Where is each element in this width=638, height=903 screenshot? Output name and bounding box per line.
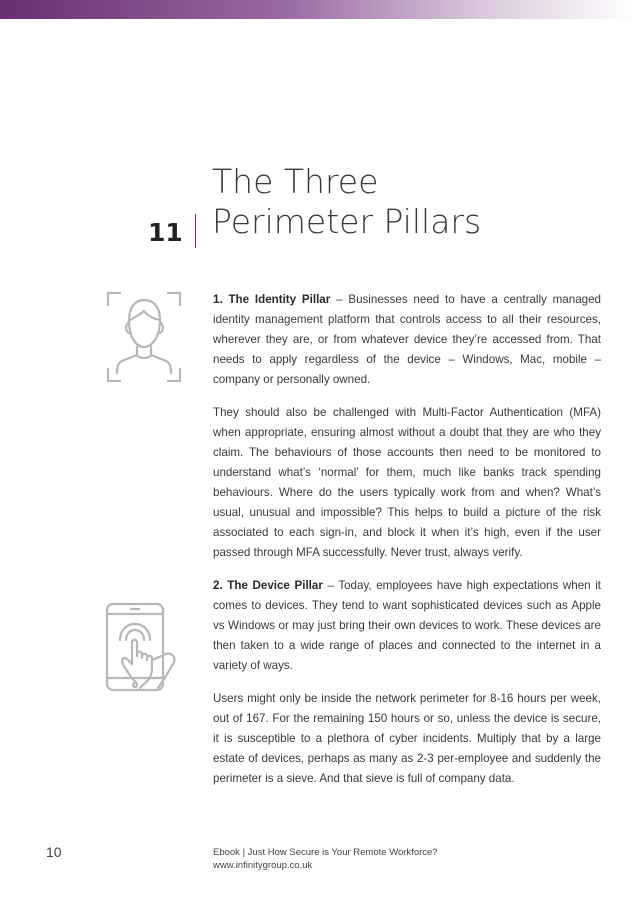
identity-pillar-text: – Businesses need to have a centrally managed identity management platform that controls access to all their resources, wherever they are, or from whatever device they’re accessed from. That needs to apply regardless of the device – Windows, Mac, mobile – company or personally owned.	[213, 293, 601, 386]
identity-mfa-paragraph	[213, 403, 601, 563]
main-content	[213, 290, 601, 802]
page-number: 10	[46, 844, 62, 860]
page-title-line-2: Perimeter Pillars	[212, 202, 482, 241]
chapter-number: 11	[148, 218, 183, 247]
user-face-scan-icon	[106, 291, 182, 383]
tablet-touch-icon	[104, 602, 196, 694]
footer-ebook-title: Ebook | Just How Secure is Your Remote Workforce?	[213, 847, 438, 858]
footer	[213, 846, 438, 872]
chapter-divider	[195, 214, 196, 248]
identity-pillar-paragraph	[213, 290, 601, 390]
identity-pillar-heading: 1. The Identity Pillar	[213, 293, 331, 306]
device-pillar-paragraph	[213, 576, 601, 676]
device-perimeter-text: Users might only be inside the network perimeter for 8-16 hours per week, out of 167. For the remaining 150 hours or so, unless the device is secure, it is susceptible to a plethora of cyber incidents. Multiply that by a large estate of devices, perhaps as many as 2-3 per-employee and suddenly the perimeter is a sieve. And that sieve is full of company data.	[213, 692, 601, 785]
header-gradient-bar	[0, 0, 638, 19]
device-perimeter-paragraph	[213, 689, 601, 789]
device-pillar-heading: 2. The Device Pillar	[213, 579, 323, 592]
page-title	[212, 162, 612, 242]
page-title-line-1: The Three	[212, 162, 379, 201]
identity-mfa-text: They should also be challenged with Multi-Factor Authentication (MFA) when appropriate, ensuring almost without a doubt that they are who they claim. The behaviours of those accounts then need to be monitored to understand what’s ‘normal’ for them, much like banks track spending behaviours. Where do the users typically work from and when? What’s usual, unusual and impossible? This helps to build a picture of the risk associated to each sign-in, and block it when it’s high, even if the user passed through MFA successfully. Never trust, always verify.	[213, 406, 601, 559]
footer-website-link[interactable]: www.infinitygroup.co.uk	[213, 860, 313, 871]
device-pillar-text: – Today, employees have high expectations when it comes to devices. They tend to want sophisticated devices such as Apple vs Windows or may just bring their own devices to work. These devices are then taken to a wide range of places and connected to the internet in a variety of ways.	[213, 579, 602, 672]
